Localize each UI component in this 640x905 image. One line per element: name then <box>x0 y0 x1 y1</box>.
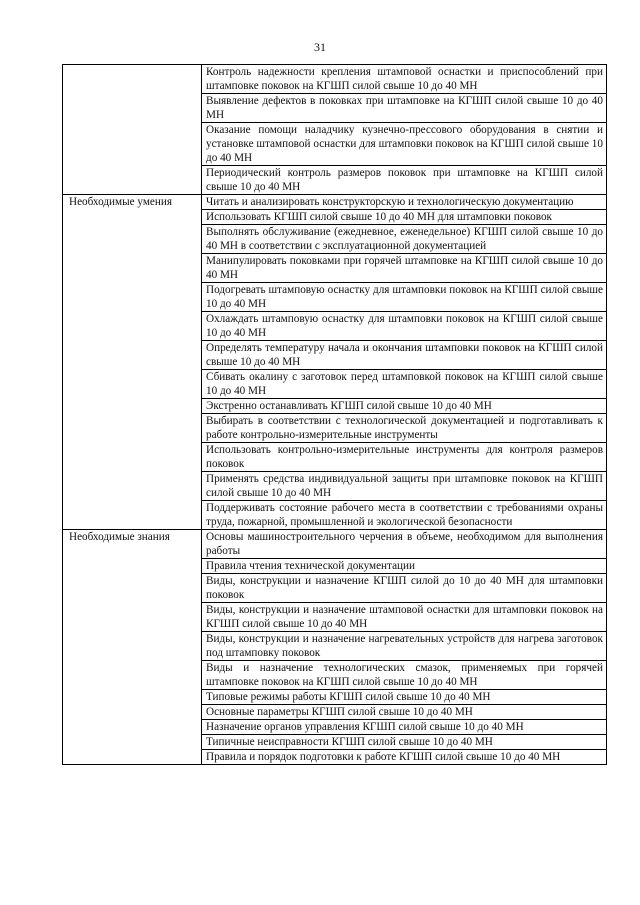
requirement-text: Виды, конструкции и назначение КГШП силой до 10 до 40 МН для штамповки поковок <box>202 574 607 603</box>
section-label-cell <box>63 65 202 195</box>
requirement-text: Типичные неисправности КГШП силой свыше 10 до 40 МН <box>202 735 607 750</box>
requirement-text: Сбивать окалину с заготовок перед штамповкой поковок на КГШП силой свыше 10 до 40 МН <box>202 370 607 399</box>
requirement-text: Использовать КГШП силой свыше 10 до 40 МН для штамповки поковок <box>202 210 607 225</box>
requirement-text: Основные параметры КГШП силой свыше 10 до 40 МН <box>202 705 607 720</box>
requirement-text: Виды, конструкции и назначение нагревательных устройств для нагрева заготовок под штамповку поковок <box>202 632 607 661</box>
requirement-text: Основы машиностроительного черчения в объеме, необходимом для выполнения работы <box>202 530 607 559</box>
requirement-text: Выявление дефектов в поковках при штамповке на КГШП силой свыше 10 до 40 МН <box>202 94 607 123</box>
section-label-cell <box>63 195 202 530</box>
requirement-text: Контроль надежности крепления штамповой оснастки и приспособлений при штамповке поковок на КГШП силой свыше 10 до 40 МН <box>202 65 607 94</box>
requirement-text: Виды, конструкции и назначение штамповой оснастки для штамповки поковок на КГШП силой свыше 10 до 40 МН <box>202 603 607 632</box>
table-row <box>63 530 607 559</box>
requirement-text: Правила чтения технической документации <box>202 559 607 574</box>
requirement-text: Охлаждать штамповую оснастку для штамповки поковок на КГШП силой свыше 10 до 40 МН <box>202 312 607 341</box>
requirement-text: Выбирать в соответствии с технологической документацией и подготавливать к работе контрольно-измерительные инструменты <box>202 414 607 443</box>
requirement-text: Применять средства индивидуальной защиты при штамповке поковок на КГШП силой свыше 10 до 40 МН <box>202 472 607 501</box>
section-label-cell <box>63 530 202 765</box>
section-label: Необходимые знания <box>69 531 170 543</box>
requirements-table <box>62 64 607 765</box>
requirement-text: Правила и порядок подготовки к работе КГШП силой свыше 10 до 40 МН <box>202 750 607 765</box>
requirement-text: Манипулировать поковками при горячей штамповке на КГШП силой свыше 10 до 40 МН <box>202 254 607 283</box>
requirement-text: Использовать контрольно-измерительные инструменты для контроля размеров поковок <box>202 443 607 472</box>
requirement-text: Типовые режимы работы КГШП силой свыше 10 до 40 МН <box>202 690 607 705</box>
requirement-text: Экстренно останавливать КГШП силой свыше 10 до 40 МН <box>202 399 607 414</box>
table-row <box>63 65 607 94</box>
requirement-text: Поддерживать состояние рабочего места в соответствии с требованиями охраны труда, пожарной, промышленной и экологической безопасности <box>202 501 607 530</box>
requirement-text: Читать и анализировать конструкторскую и технологическую документацию <box>202 195 607 210</box>
page-number: 31 <box>314 40 326 54</box>
requirement-text: Периодический контроль размеров поковок при штамповке на КГШП силой свыше 10 до 40 МН <box>202 166 607 195</box>
requirement-text: Подогревать штамповую оснастку для штамповки поковок на КГШП силой свыше 10 до 40 МН <box>202 283 607 312</box>
requirement-text: Виды и назначение технологических смазок, применяемых при горячей штамповке поковок на КГШП силой свыше 10 до 40 МН <box>202 661 607 690</box>
requirement-text: Выполнять обслуживание (ежедневное, еженедельное) КГШП силой свыше 10 до 40 МН в соответствии с эксплуатационной документацией <box>202 225 607 254</box>
table-row <box>63 195 607 210</box>
requirement-text: Определять температуру начала и окончания штамповки поковок на КГШП силой свыше 10 до 40 МН <box>202 341 607 370</box>
section-label: Необходимые умения <box>69 196 172 208</box>
requirement-text: Назначение органов управления КГШП силой свыше 10 до 40 МН <box>202 720 607 735</box>
requirement-text: Оказание помощи наладчику кузнечно-прессового оборудования в снятии и установке штамповой оснастки для штамповки поковок на КГШП силой свыше 10 до 40 МН <box>202 123 607 166</box>
requirements-table-body <box>63 65 607 765</box>
